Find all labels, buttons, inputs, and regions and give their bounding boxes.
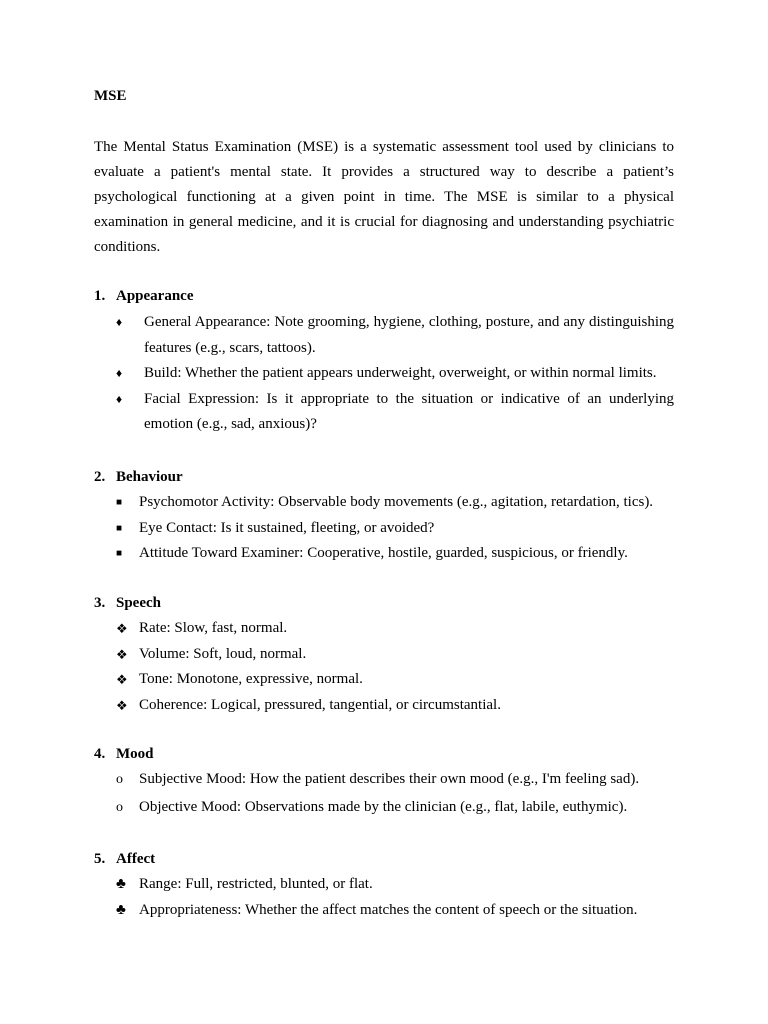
list-item [94, 310, 674, 361]
list-item [94, 361, 674, 387]
four-diamond-bullet-icon: ❖ [116, 697, 128, 713]
section-number: 5. [94, 851, 106, 867]
four-diamond-bullet-icon: ❖ [116, 646, 128, 662]
section-behaviour [94, 465, 674, 567]
list-item [94, 667, 674, 693]
list-item [94, 642, 674, 668]
list-item [94, 693, 674, 719]
intro-paragraph: The Mental Status Examination (MSE) is a systematic assessment tool used by clinicians to evaluate a patient's mental state. It provides a structured way to describe a patient’s psychological functioning at a given point in time. The MSE is similar to a physical examination in general medicine, and it is crucial for diagnosing and understanding psychiatric conditions. [94, 139, 674, 255]
four-diamond-bullet-icon: ❖ [116, 621, 128, 636]
section-number: 1. [94, 288, 106, 304]
circle-bullet-icon: o [116, 799, 123, 815]
list-item-text: Objective Mood: Observations made by the clinician (e.g., flat, labile, euthymic). [139, 798, 628, 815]
list-item-text: Appropriateness: Whether the affect matches the content of speech or the situation. [139, 901, 638, 918]
list-item [94, 490, 674, 516]
square-bullet-icon: ■ [116, 497, 123, 508]
list-item-text: Eye Contact: Is it sustained, fleeting, or avoided? [139, 519, 435, 536]
section-mood [94, 742, 674, 820]
section-number: 3. [94, 595, 106, 611]
section-heading [94, 591, 674, 616]
section-heading [94, 742, 674, 767]
section-title: Affect [116, 851, 156, 867]
list-item-text: Volume: Soft, loud, normal. [139, 645, 307, 662]
four-diamond-bullet-icon: ❖ [116, 672, 128, 687]
section-title: Behaviour [116, 469, 183, 485]
diamond-bullet-icon: ♦ [116, 315, 123, 329]
list-item [94, 541, 674, 567]
section-number: 2. [94, 469, 106, 485]
list-item-text: Facial Expression: Is it appropriate to the situation or indicative of an underlying emotion (e.g., sad, anxious)? [144, 390, 674, 432]
list-item [94, 872, 674, 898]
list-item [94, 516, 674, 542]
section-title: Mood [116, 746, 154, 762]
club-bullet-icon: ♣ [116, 901, 126, 918]
list-item [94, 387, 674, 438]
list-item [94, 795, 674, 821]
list-item-text: Subjective Mood: How the patient describes their own mood (e.g., I'm feeling sad). [139, 771, 640, 787]
bullet-list [94, 872, 674, 923]
section-heading [94, 847, 674, 872]
list-item-text: General Appearance: Note grooming, hygiene, clothing, posture, and any distinguishing features (e.g., scars, tattoos). [144, 314, 674, 356]
bullet-list [94, 767, 674, 820]
list-item-text: Rate: Slow, fast, normal. [139, 620, 288, 636]
list-item [94, 767, 674, 793]
list-item [94, 616, 674, 642]
section-heading [94, 284, 674, 309]
list-item [94, 898, 674, 924]
section-speech [94, 591, 674, 718]
diamond-bullet-icon: ♦ [116, 391, 123, 406]
bullet-list [94, 616, 674, 718]
section-appearance [94, 284, 674, 438]
bullet-list [94, 490, 674, 567]
section-heading [94, 465, 674, 490]
square-bullet-icon: ■ [116, 522, 123, 534]
document-title: MSE [94, 88, 127, 104]
section-title: Speech [116, 595, 161, 611]
club-bullet-icon: ♣ [116, 876, 126, 892]
square-bullet-icon: ■ [116, 548, 123, 559]
list-item-text: Range: Full, restricted, blunted, or flat. [139, 876, 373, 892]
diamond-bullet-icon: ♦ [116, 366, 123, 380]
section-title: Appearance [116, 288, 194, 304]
section-number: 4. [94, 746, 106, 762]
list-item-text: Build: Whether the patient appears underweight, overweight, or within normal limits. [144, 365, 657, 381]
circle-bullet-icon: o [116, 772, 123, 787]
section-affect [94, 847, 674, 923]
list-item-text: Psychomotor Activity: Observable body movements (e.g., agitation, retardation, tics). [139, 494, 654, 510]
list-item-text: Coherence: Logical, pressured, tangential, or circumstantial. [139, 696, 501, 713]
list-item-text: Tone: Monotone, expressive, normal. [139, 671, 363, 687]
list-item-text: Attitude Toward Examiner: Cooperative, hostile, guarded, suspicious, or friendly. [139, 545, 628, 561]
bullet-list [94, 310, 674, 438]
